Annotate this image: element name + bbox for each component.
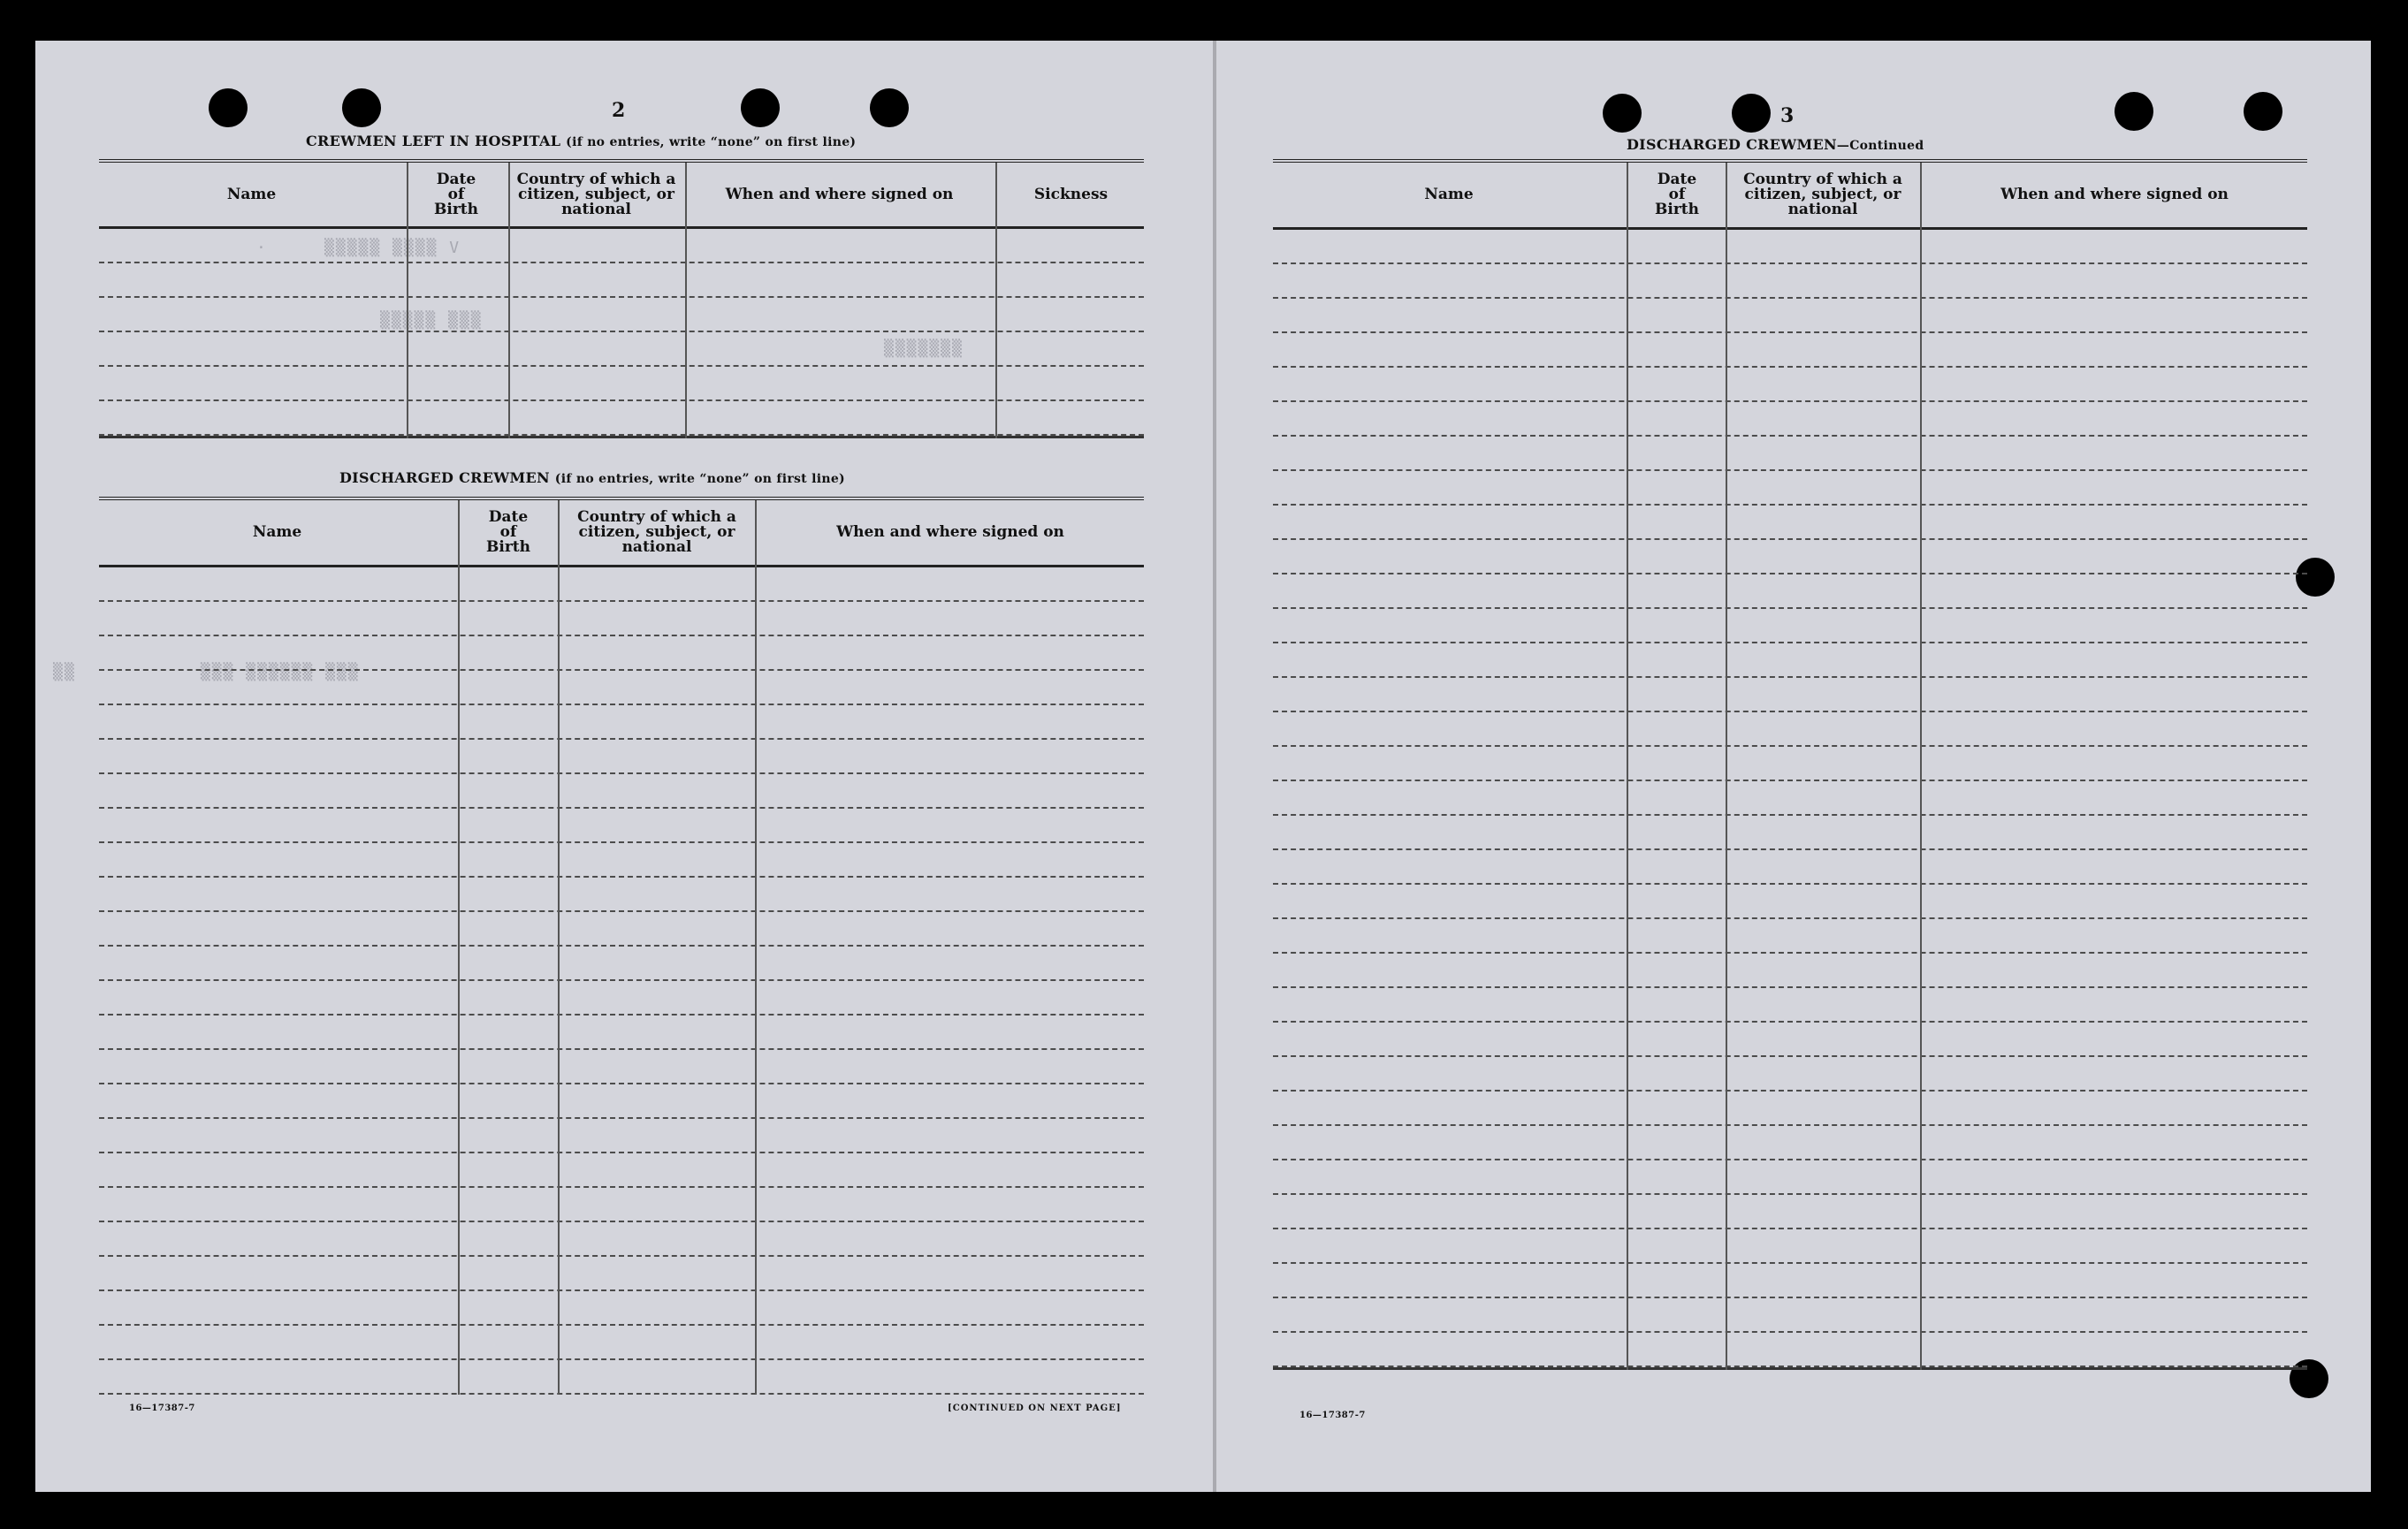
table-row [1273, 333, 2307, 368]
table-row [99, 567, 1144, 602]
table-header [1273, 163, 2307, 230]
table-row [99, 1084, 1144, 1119]
table-row [99, 1257, 1144, 1291]
table-row [99, 1326, 1144, 1360]
column-header-signed-on: When and where signed on [2000, 186, 2229, 203]
column-header-date-of-birth: Date of Birth [1655, 171, 1699, 218]
table-row [1273, 1298, 2307, 1333]
table-row [1273, 954, 2307, 988]
table-row [99, 367, 1144, 401]
hospital-section-title [306, 133, 856, 149]
column-divider [995, 163, 997, 438]
column-divider [558, 500, 560, 1395]
table-row [1273, 712, 2307, 747]
table-row [1273, 1160, 2307, 1195]
column-header-name: Name [252, 523, 302, 541]
table-row [1273, 816, 2307, 850]
table-header [99, 163, 1144, 229]
discharged-rows [99, 567, 1144, 1395]
table-row [1273, 1264, 2307, 1298]
column-header-country: Country of which a citizen, subject, or national [1743, 171, 1902, 218]
table-row [99, 1291, 1144, 1326]
discharged-cont-title-main: DISCHARGED CREWMEN [1627, 136, 1837, 153]
table-row [99, 947, 1144, 981]
table-row [99, 705, 1144, 740]
punch-hole-icon [209, 88, 248, 127]
table-row [99, 809, 1144, 843]
hospital-title-main: CREWMEN LEFT IN HOSPITAL [306, 133, 561, 149]
column-header-country: Country of which a citizen, subject, or national [516, 170, 676, 218]
table-row [99, 602, 1144, 636]
table-row [99, 981, 1144, 1016]
table-row [99, 1016, 1144, 1050]
table-row [99, 263, 1144, 298]
column-header-signed-on: When and where signed on [725, 185, 954, 203]
column-header-signed-on: When and where signed on [836, 523, 1064, 541]
table-row [1273, 471, 2307, 506]
column-divider [508, 163, 510, 438]
discharged-table [99, 497, 1144, 1395]
hospital-rows [99, 229, 1144, 438]
column-header-date-of-birth: Date of Birth [486, 508, 530, 556]
table-row [1273, 781, 2307, 816]
table-row [99, 740, 1144, 774]
discharged-title-note: (if no entries, write “none” on first line) [554, 472, 845, 486]
column-divider [1920, 163, 1922, 1370]
column-divider [1726, 163, 1727, 1370]
table-row [1273, 1333, 2307, 1367]
table-row [1273, 230, 2307, 264]
table-row [1273, 368, 2307, 402]
column-header-sickness: Sickness [1033, 185, 1109, 203]
form-number: 16—17387-7 [1299, 1411, 1366, 1420]
page-spine [1213, 41, 1216, 1492]
form-number: 16—17387-7 [129, 1403, 195, 1413]
table-row [1273, 885, 2307, 919]
bleed-through-text: ▒▒▒▒▒▒▒ [884, 339, 964, 358]
table-row [99, 332, 1144, 367]
table-row [99, 912, 1144, 947]
bleed-through-text: · ▒▒▒▒▒ ▒▒▒▒ V [256, 239, 461, 257]
bleed-through-text: ▒▒▒▒▒ ▒▒▒ [380, 311, 483, 330]
column-header-country: Country of which a citizen, subject, or national [577, 508, 736, 556]
column-header-name: Name [1424, 186, 1474, 203]
continued-note: [CONTINUED ON NEXT PAGE] [948, 1403, 1122, 1413]
table-row [1273, 437, 2307, 471]
table-row [1273, 1023, 2307, 1057]
table-row [1273, 1229, 2307, 1264]
table-row [1273, 609, 2307, 643]
table-row [1273, 540, 2307, 574]
punch-hole-icon [870, 88, 909, 127]
table-row [1273, 506, 2307, 540]
hospital-table [99, 159, 1144, 438]
page-number: 2 [612, 99, 626, 122]
table-row [99, 843, 1144, 878]
table-row [1273, 1126, 2307, 1160]
punch-hole-icon [2115, 92, 2153, 131]
column-header-name: Name [226, 185, 277, 203]
table-header [99, 500, 1144, 567]
table-row [1273, 747, 2307, 781]
table-row [99, 1360, 1144, 1395]
table-row [1273, 850, 2307, 885]
table-row [99, 1119, 1144, 1153]
table-row [1273, 402, 2307, 437]
column-divider [685, 163, 687, 438]
table-row [1273, 574, 2307, 609]
table-row [99, 636, 1144, 671]
page-number: 3 [1780, 104, 1795, 127]
table-row [1273, 1057, 2307, 1092]
punch-hole-icon [2244, 92, 2282, 131]
column-divider [407, 163, 408, 438]
table-row [1273, 264, 2307, 299]
punch-hole-icon [342, 88, 381, 127]
hospital-title-note: (if no entries, write “none” on first line) [566, 135, 857, 149]
table-row [99, 1188, 1144, 1222]
column-divider [458, 500, 460, 1395]
punch-hole-icon [741, 88, 780, 127]
table-row [99, 774, 1144, 809]
column-divider [1627, 163, 1628, 1370]
discharged-continued-table [1273, 159, 2307, 1370]
discharged-continued-title [1627, 136, 1924, 153]
table-row [1273, 919, 2307, 954]
punch-hole-icon [1732, 94, 1771, 133]
table-row [99, 878, 1144, 912]
table-row [99, 1050, 1144, 1084]
column-divider [755, 500, 757, 1395]
table-row [1273, 1195, 2307, 1229]
table-row [99, 229, 1144, 263]
table-row [1273, 1092, 2307, 1126]
table-row [99, 1153, 1144, 1188]
column-header-date-of-birth: Date of Birth [434, 170, 478, 218]
table-row [99, 298, 1144, 332]
table-row [1273, 643, 2307, 678]
table-row [99, 1222, 1144, 1257]
discharged-continued-rows [1273, 230, 2307, 1370]
table-row [99, 671, 1144, 705]
bleed-through-text: ▒▒ ▒▒▒ ▒▒▒▒▒▒ ▒▒▒ [53, 663, 360, 681]
discharged-section-title [339, 469, 845, 486]
table-row [99, 401, 1144, 436]
table-row [1273, 299, 2307, 333]
table-row [1273, 988, 2307, 1023]
discharged-title-main: DISCHARGED CREWMEN [339, 469, 550, 486]
punch-hole-icon [1603, 94, 1642, 133]
table-row [1273, 678, 2307, 712]
discharged-cont-title-suffix: —Continued [1836, 139, 1924, 153]
